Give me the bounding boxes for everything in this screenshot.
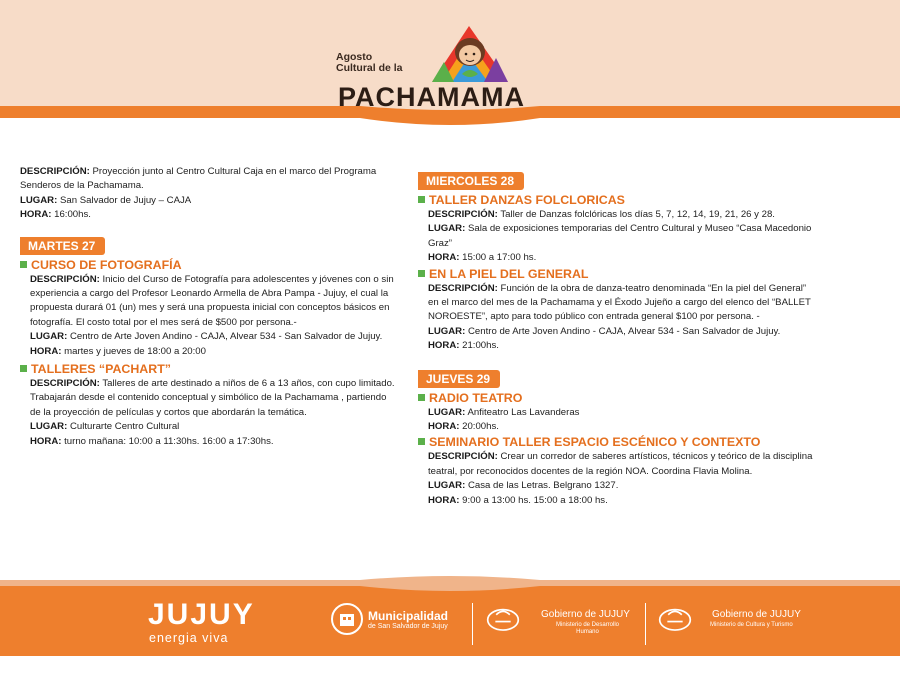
footer-divider (472, 603, 473, 645)
right-column (418, 166, 888, 508)
gobierno-seal-icon (486, 602, 520, 636)
jujuy-tagline: energia viva (149, 631, 229, 645)
municipalidad-emblem-icon (330, 602, 364, 636)
event-talleres-pachart: TALLERES “PACHART” DESCRIPCIÓN: Talleres de arte destinado a niños de 6 a 13 años, con cupo limitado. Trabajarán desde el contenido conceptual y simbólico de la Pachamama , partiendo de la proyección de películas y cortos que abordarán la temática. LUGAR: Culturarte Centro Cultural HORA: turno mañana: 10:00 a 11:30hs. 16:00 a 17:30hs. (20, 361, 404, 449)
bullet-icon (20, 365, 27, 372)
gobierno-seal-icon (658, 602, 692, 636)
footer-divider (645, 603, 646, 645)
bullet-icon (418, 394, 425, 401)
ministerio-desarrollo: Ministerio de Desarrollo Humano (556, 622, 620, 635)
day-label-miercoles: MIERCOLES 28 (418, 172, 524, 190)
event-curso-fotografia: CURSO DE FOTOGRAFÍA DESCRIPCIÓN: Inicio del Curso de Fotografía para adolescentes y jóvenes con o sin experiencia a cargo del Profesor Leonardo Armella de Abra Pampa - Jujuy, el cual la propuesta durará 01 (un) mes y será una propuesta inicial con conceptos básicos en fotografía. El costo total por el mes será de $500 por persona.- LUGAR: Centro de Arte Joven Andino - CAJA, Alvear 534 - San Salvador de Jujuy. HORA: martes y jueves de 18:00 a 20:00 (20, 257, 404, 359)
event-title: SEMINARIO TALLER ESPACIO ESCÉNICO Y CONTEXTO (429, 435, 761, 450)
event-radio-teatro: RADIO TEATRO LUGAR: Anfiteatro Las Lavanderas HORA: 20:00hs. (418, 390, 888, 435)
event-en-la-piel: EN LA PIEL DEL GENERAL DESCRIPCIÓN: Función de la obra de danza-teatro denominada “En la piel del General” en el marco del mes de la Pachamama y el Éxodo Jujeño a cargo del elenco del “BALLET NOROESTE”, apto para todo público con entrada general $100 por persona. - LUGAR: Centro de Arte Joven Andino - CAJA, Alvear 534 - San Salvador de Jujuy. HORA: 21:00hs. (418, 266, 888, 354)
event-taller-danzas: TALLER DANZAS FOLCLORICAS DESCRIPCIÓN: Taller de Danzas folclóricas los días 5, 7, 12, 14, 19, 21, 26 y 28. LUGAR: Sala de exposiciones temporarias del Centro Cultural y Museo “Casa Macedonio Graz” HORA: 15:00 a 17:00 hs. (418, 192, 888, 266)
logo-line-agosto: Agosto (336, 51, 373, 63)
municipalidad-subtitle: de San Salvador de Jujuy (368, 623, 448, 630)
day-label-jueves: JUEVES 29 (418, 370, 500, 388)
bullet-icon (20, 261, 27, 268)
event-title: TALLERES “PACHART” (31, 362, 171, 377)
left-column (20, 165, 404, 449)
municipalidad-title: Municipalidad (368, 609, 449, 623)
gobierno-jujuy-title: Gobierno de JUJUY (541, 609, 630, 620)
event-title: CURSO DE FOTOGRAFÍA (31, 257, 182, 272)
day-label-martes: MARTES 27 (20, 237, 105, 255)
pachamama-figure-icon (424, 22, 514, 84)
event-title: RADIO TEATRO (429, 390, 523, 405)
event-seminario-taller: SEMINARIO TALLER ESPACIO ESCÉNICO Y CONTEXTO DESCRIPCIÓN: Crear un corredor de saberes artísticos, técnicos y teórico de la disciplina teatral, por reconocidos docentes de la región NOA. Coordina Flavia Molina. LUGAR: Casa de las Letras. Belgrano 1327. HORA: 9:00 a 13:00 hs. 15:00 a 18:00 hs. (418, 434, 888, 508)
gobierno-jujuy-title: Gobierno de JUJUY (712, 609, 801, 620)
logo-line-cultural: Cultural de la (336, 62, 403, 74)
event-title: EN LA PIEL DEL GENERAL (429, 266, 589, 281)
logo-title: PACHAMAMA (338, 82, 525, 112)
event-title: TALLER DANZAS FOLCLORICAS (429, 193, 625, 207)
bullet-icon (418, 438, 425, 445)
logo-subtitle (336, 52, 403, 74)
intro-event: DESCRIPCIÓN: Proyección junto al Centro Cultural Caja en el marco del Programa Senderos de la Pachamama. LUGAR: San Salvador de Jujuy – CAJA HORA: 16:00hs. (20, 166, 377, 221)
jujuy-brand-logo: JUJUY (148, 598, 255, 631)
bullet-icon (418, 270, 425, 277)
pachamama-logo (330, 22, 525, 114)
ministerio-cultura: Ministerio de Cultura y Turismo (710, 622, 793, 628)
bullet-icon (418, 196, 425, 203)
